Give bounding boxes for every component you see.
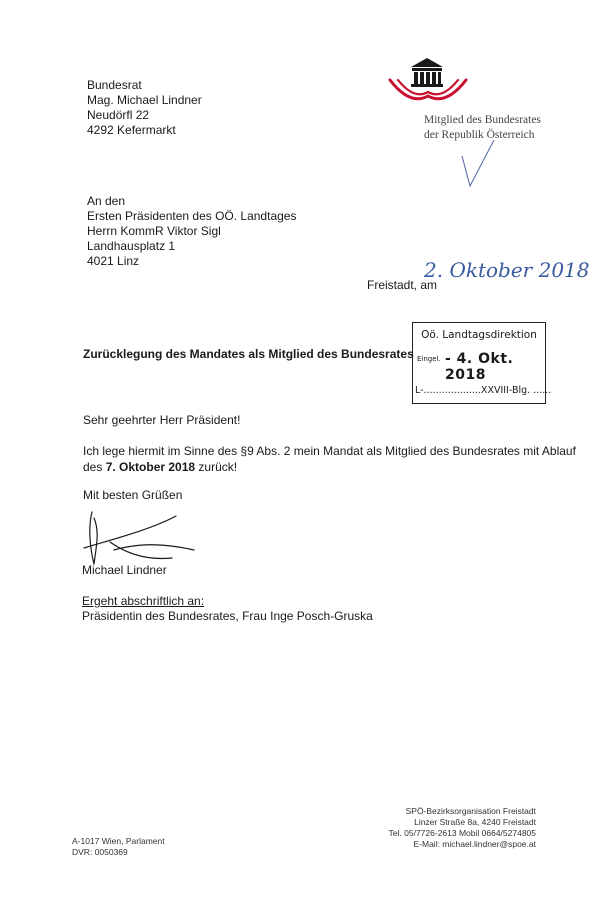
body-paragraph <box>83 443 576 475</box>
copy-heading-text: Ergeht abschriftlich an: <box>82 594 205 608</box>
body-text: zurück! <box>195 460 238 474</box>
body-paragraph-line: Ich lege hiermit im Sinne des §9 Abs. 2 mein Mandat als Mitglied des Bundesrates mit Ablauf <box>83 444 576 458</box>
footer-line: Tel. 05/7726-2613 Mobil 0664/5274805 <box>388 828 536 838</box>
recipient-address <box>87 194 296 269</box>
body-text: des <box>83 460 106 474</box>
footer-right <box>389 806 536 850</box>
footer-line: Linzer Straße 8a, 4240 Freistadt <box>414 817 536 827</box>
handwritten-date: 2. Oktober 2018 <box>424 258 590 282</box>
checkmark-icon <box>458 138 498 190</box>
sender-line: Mag. Michael Lindner <box>87 93 202 107</box>
footer-line: SPÖ-Bezirksorganisation Freistadt <box>405 806 536 816</box>
logo-caption-line: Mitglied des Bundesrates <box>424 114 541 126</box>
logo-caption-line: der Republik Österreich <box>424 129 535 141</box>
copy-heading <box>82 594 204 609</box>
signature-name: Michael Lindner <box>82 563 167 577</box>
stamp-reference: L-...................XXVIII-Blg. ...... <box>415 385 552 396</box>
footer-left <box>72 836 165 858</box>
recipient-line: Ersten Präsidenten des OÖ. Landtages <box>87 209 297 223</box>
recipient-line: An den <box>87 194 126 208</box>
parliament-logo <box>388 50 468 106</box>
stamp-received-date: - 4. Okt. 2018 <box>445 351 514 383</box>
received-stamp <box>412 322 552 404</box>
stamp-received-label: Eingel. <box>417 355 441 363</box>
recipient-line: Landhausplatz 1 <box>87 239 176 253</box>
signature-image <box>80 508 200 568</box>
recipient-line: 4021 Linz <box>87 254 140 268</box>
sender-line: Neudörfl 22 <box>87 108 150 122</box>
place-label: Freistadt, am <box>367 278 438 292</box>
closing: Mit besten Grüßen <box>83 488 183 502</box>
footer-line: DVR: 0050369 <box>72 847 128 857</box>
recipient-line: Herrn KommR Viktor Sigl <box>87 224 221 238</box>
sender-line: Bundesrat <box>87 78 142 92</box>
footer-line: E-Mail: michael.lindner@spoe.at <box>413 839 536 849</box>
stamp-title: Oö. Landtagsdirektion <box>421 329 537 341</box>
copy-recipient: Präsidentin des Bundesrates, Frau Inge Posch-Gruska <box>82 609 373 623</box>
salutation: Sehr geehrter Herr Präsident! <box>83 413 241 427</box>
subject-line: Zurücklegung des Mandates als Mitglied des Bundesrates <box>83 347 414 361</box>
expiry-date: 7. Oktober 2018 <box>105 460 196 474</box>
parliament-building-icon <box>411 58 443 87</box>
footer-line: A-1017 Wien, Parlament <box>72 836 165 846</box>
sender-address <box>87 78 202 138</box>
body-paragraph-line <box>83 459 576 475</box>
sender-line: 4292 Kefermarkt <box>87 123 176 137</box>
